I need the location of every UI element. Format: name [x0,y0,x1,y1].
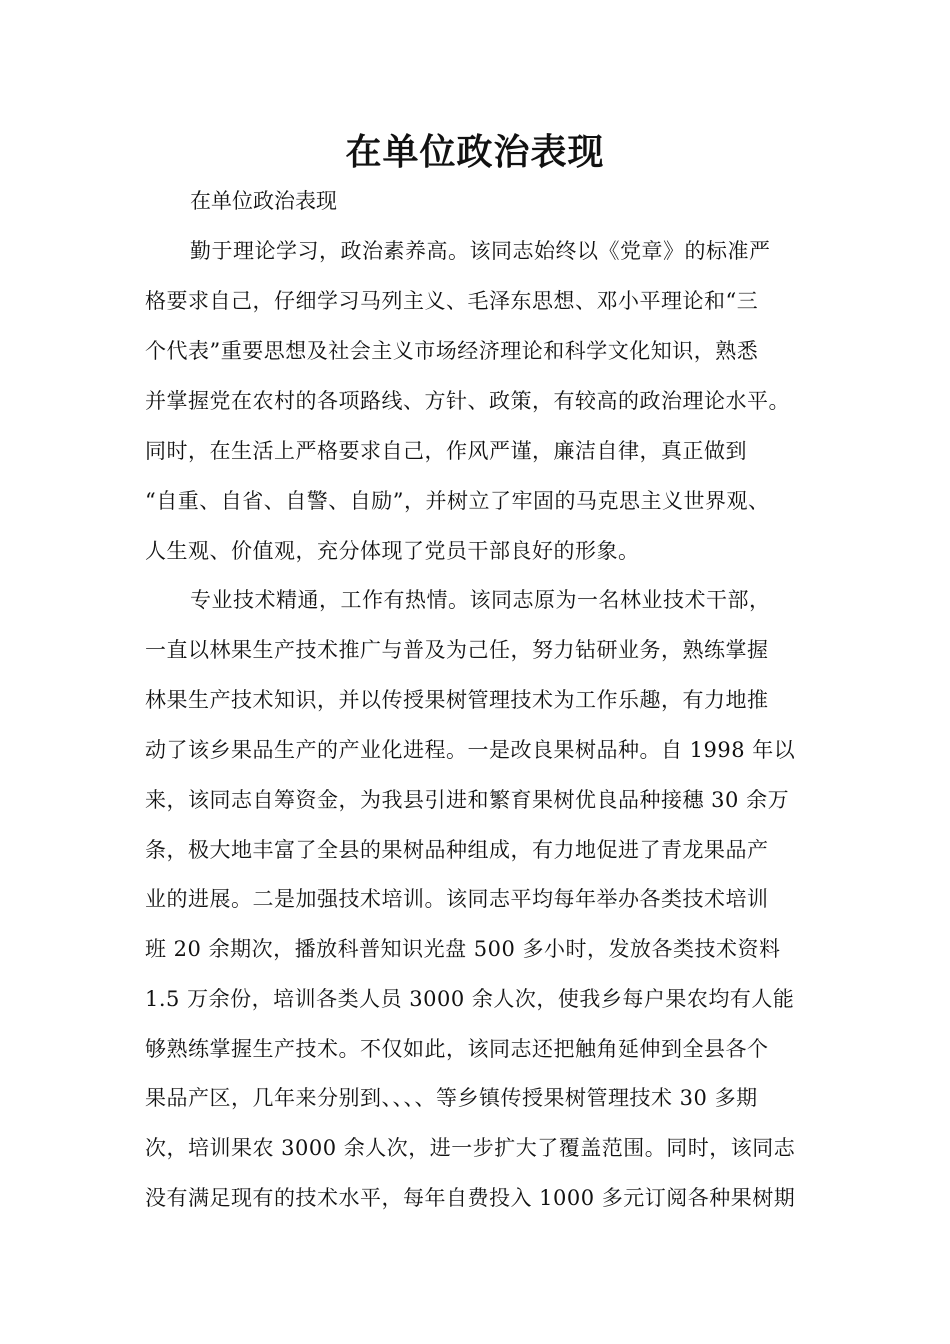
text-line: 果品产区，几年来分别到、、、、等乡镇传授果树管理技术 30 多期 [145,1086,758,1110]
text-line: 业的进展。二是加强技术培训。该同志平均每年举办各类技术培训 [145,887,769,911]
text-line: 林果生产技术知识，并以传授果树管理技术为工作乐趣，有力地推 [145,688,769,712]
text-line: 并掌握党在农村的各项路线、方针、政策，有较高的政治理论水平。 [145,389,790,413]
text-line: 来，该同志自筹资金，为我县引进和繁育果树优良品种接穗 30 余万 [145,788,790,812]
text-line: 次，培训果农 3000 余人次，进一步扩大了覆盖范围。同时，该同志 [145,1136,796,1160]
text-line: 人生观、价值观，充分体现了党员干部良好的形象。 [145,539,640,563]
text-line: 够熟练掌握生产技术。不仅如此，该同志还把触角延伸到全县各个 [145,1037,769,1061]
text-line: 格要求自己，仔细学习马列主义、毛泽东思想、邓小平理论和“三 [145,289,759,313]
document-title: 在单位政治表现 [345,131,605,173]
text-line: 班 20 余期次，播放科普知识光盘 500 多小时，发放各类技术资料 [145,937,781,961]
text-line: 专业技术精通，工作有热情。该同志原为一名林业技术干部， [190,588,771,612]
document-subtitle: 在单位政治表现 [190,189,337,213]
text-line: 勤于理论学习，政治素养高。该同志始终以《党章》的标准严 [190,239,771,263]
text-line: 条，极大地丰富了全县的果树品种组成，有力地促进了青龙果品产 [145,838,769,862]
text-line: 一直以林果生产技术推广与普及为己任，努力钻研业务，熟练掌握 [145,638,769,662]
text-line: 1.5 万余份，培训各类人员 3000 余人次，使我乡每户果农均有人能 [145,987,795,1011]
text-line: 个代表”重要思想及社会主义市场经济理论和科学文化知识，熟悉 [145,339,759,363]
text-line: 同时，在生活上严格要求自己，作风严谨，廉洁自律，真正做到 [145,439,747,463]
text-line: “自重、自省、自警、自励”，并树立了牢固的马克思主义世界观、 [145,489,770,513]
text-line: 动了该乡果品生产的产业化进程。一是改良果树品种。自 1998 年以 [145,738,796,762]
text-line: 没有满足现有的技术水平，每年自费投入 1000 多元订阅各种果树期 [145,1186,796,1210]
